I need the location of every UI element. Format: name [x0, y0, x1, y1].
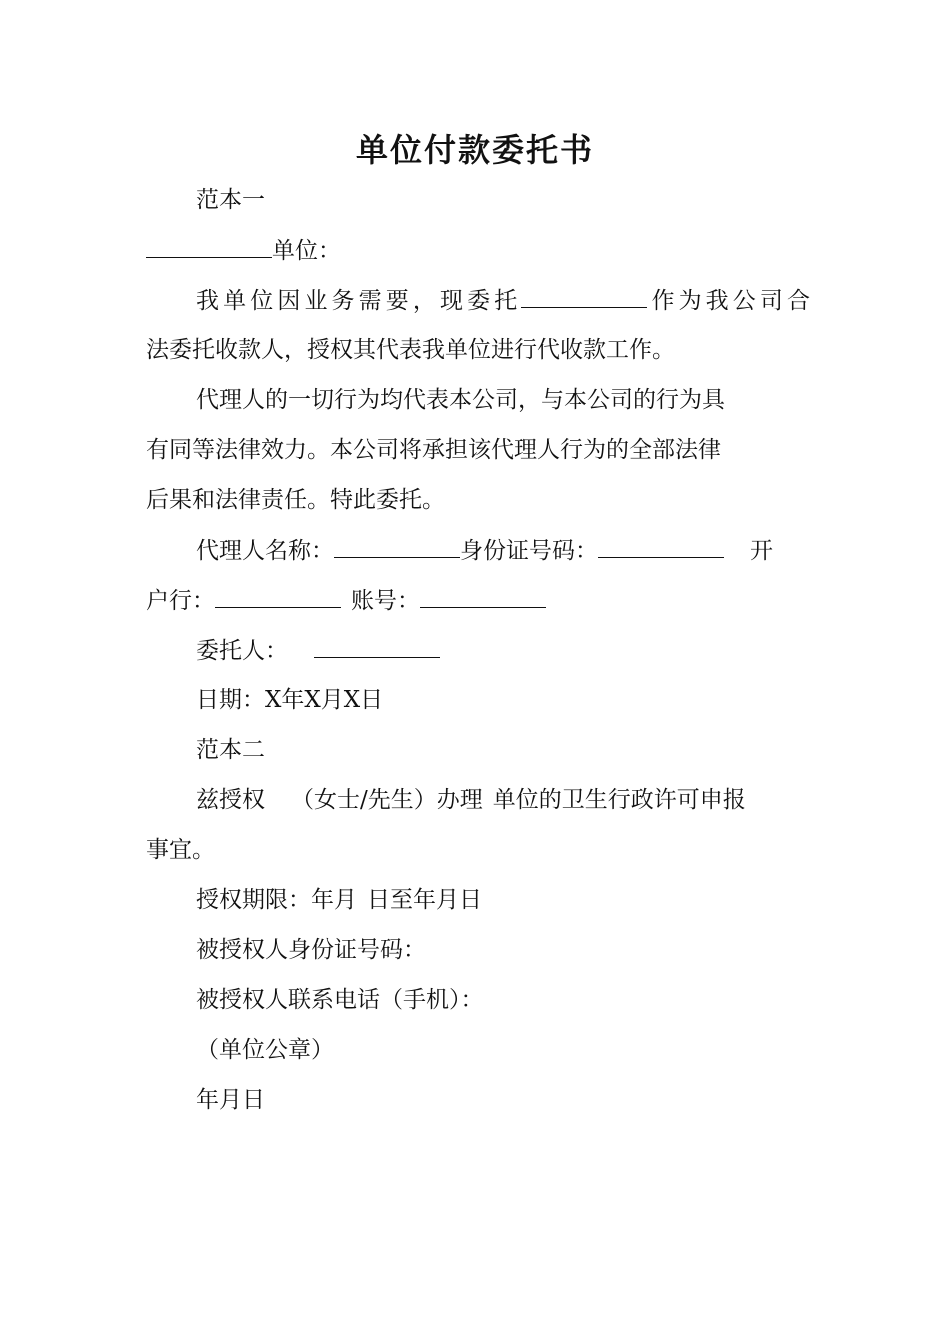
authorization-period	[196, 885, 810, 915]
agent-name-blank	[334, 535, 460, 558]
bank-label-part1: 开	[750, 538, 773, 564]
trustee-blank	[521, 285, 647, 308]
para1-text-b: 作为我公司合	[647, 288, 811, 314]
template1-date: 日期：X年X月X日	[196, 687, 384, 713]
agent-name-label: 代理人名称：	[196, 538, 334, 564]
principal-line	[196, 635, 810, 666]
id-number-label: 身份证号码：	[460, 538, 598, 564]
auth-text-c: 单位的卫生行政许可申报	[492, 787, 746, 813]
unit-seal-line: （单位公章）	[196, 1037, 334, 1063]
auth-text-a: 兹授权	[196, 787, 265, 813]
para1-line1	[196, 285, 810, 316]
auth-text-b: （女士/先生）办理	[291, 787, 483, 813]
principal-label: 委托人：	[196, 638, 288, 664]
template2-heading: 范本二	[196, 737, 265, 763]
authorization-line2: 事宜。	[146, 837, 215, 863]
addressee-suffix: 单位：	[272, 238, 341, 264]
authorization-line1	[196, 785, 810, 815]
para1-line2: 法委托收款人，授权其代表我单位进行代收款工作。	[146, 337, 675, 363]
grantee-phone-line: 被授权人联系电话（手机）：	[196, 987, 484, 1013]
para2-line2: 有同等法律效力。本公司将承担该代理人行为的全部法律	[146, 437, 721, 463]
addressee-blank	[146, 235, 272, 258]
principal-blank	[314, 635, 440, 658]
id-number-blank	[598, 535, 724, 558]
period-text-b: 日至年月日	[367, 887, 482, 913]
period-text-a: 授权期限：年月	[196, 887, 357, 913]
account-label: 账号：	[351, 588, 420, 614]
para1-text-a: 我单位因业务需要，现委托	[196, 288, 522, 314]
document-title: 单位付款委托书	[355, 131, 594, 169]
template1-heading: 范本一	[196, 187, 265, 213]
para2-line3: 后果和法律责任。特此委托。	[146, 487, 445, 513]
grantee-id-line: 被授权人身份证号码：	[196, 937, 426, 963]
addressee-line	[146, 235, 810, 266]
para2-line1: 代理人的一切行为均代表本公司，与本公司的行为具	[196, 387, 725, 413]
bank-blank	[215, 585, 341, 608]
agent-info-line2	[146, 585, 810, 616]
agent-info-line1	[196, 535, 810, 566]
account-blank	[420, 585, 546, 608]
bank-label-part2: 户行：	[146, 588, 215, 614]
template2-date: 年月日	[196, 1087, 265, 1113]
